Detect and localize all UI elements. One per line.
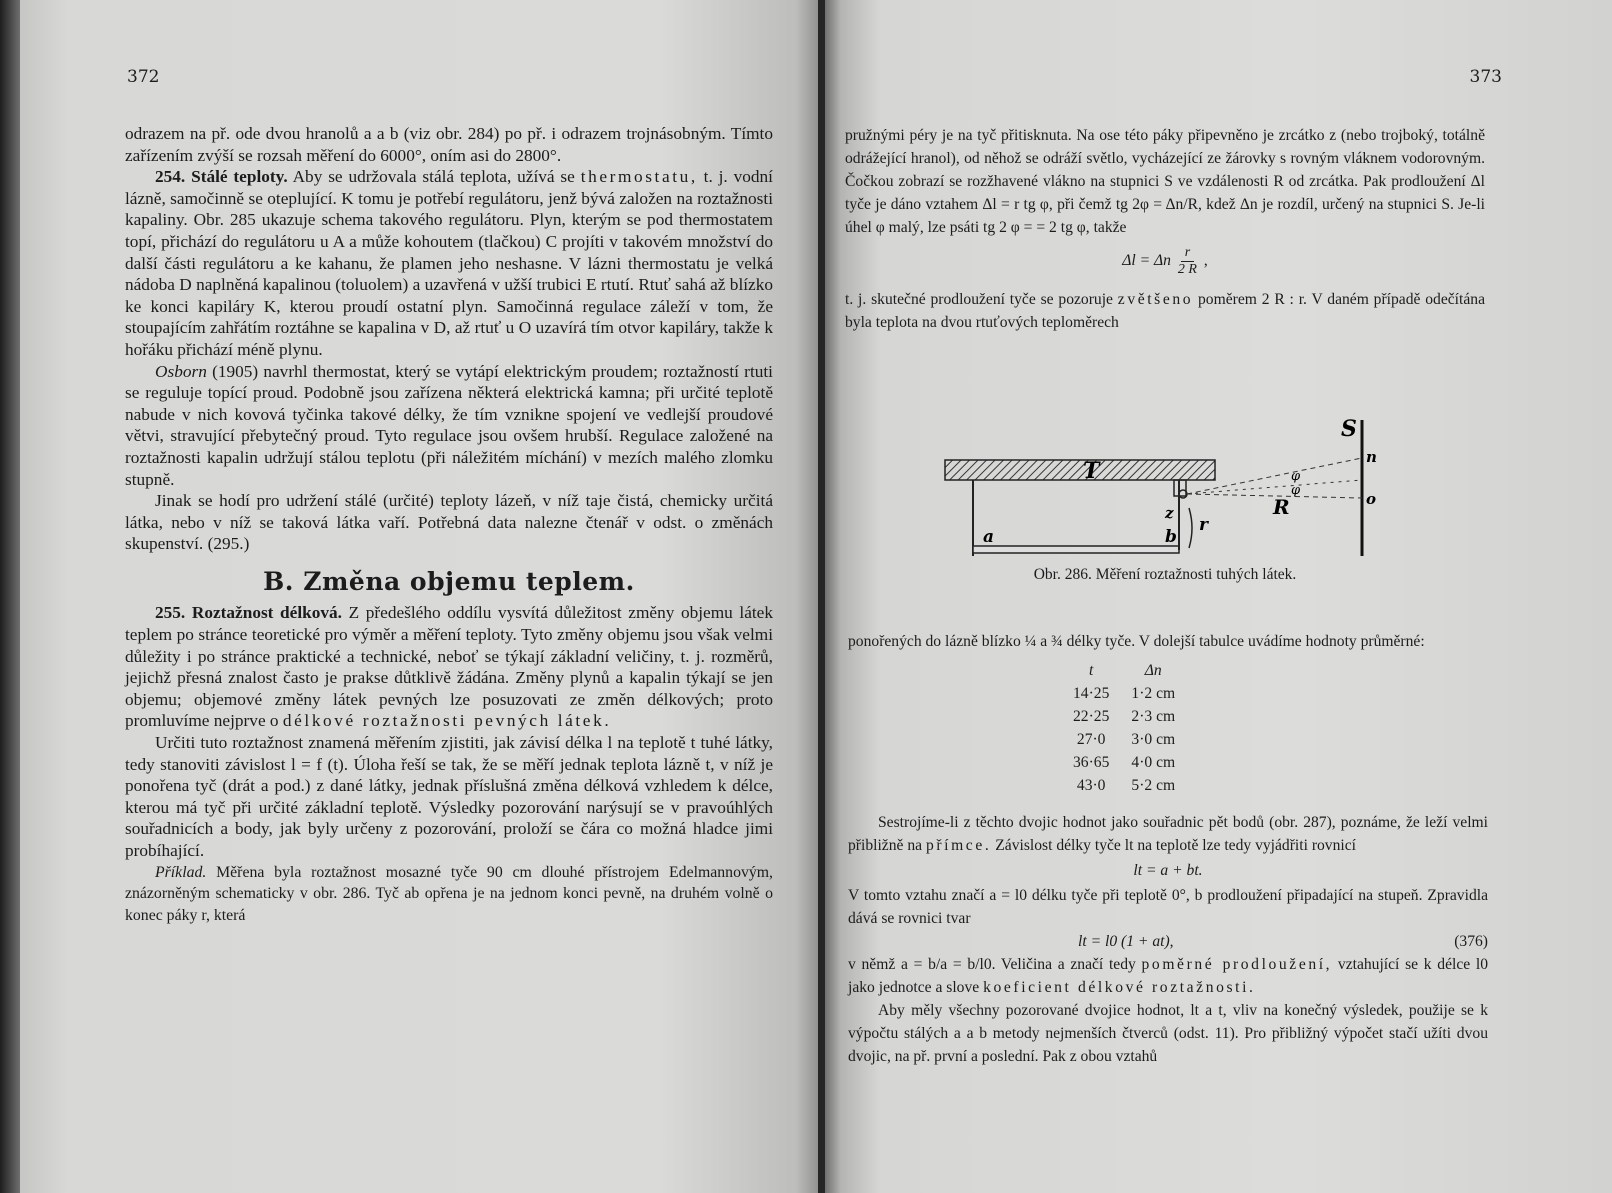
table-row bbox=[1073, 728, 1197, 751]
section-255-paragraph-2: Určiti tuto roztažnost znamená měřením zjistiti, jak závisí délka l na teplotě t tuhé látky, tedy stanoviti závislost l = f (t). Úloha řeší se tak, že se měří jednak teplota lázně t, v níž je ponořena tyč (drát a pod.) z dané látky, jednak příslušná změna délková vzhledem k délce, kterou má tyč při určité základní teplotě. Výsledky pozorování narýsují se v pravoúhlých souřadnicích a body, jak byly určeny z pozorování, proloží se čára co možná hladce jimi probíhající. bbox=[125, 733, 773, 860]
equation-376-line bbox=[848, 930, 1488, 953]
s255-text-a: Z předešlého oddílu vysvítá důležitost změny objemu látek teplem po stránce teoretické pro výměr a měření teploty. Tyto změny objemu jsou však velmi důležity i po stránce praktické a technické, neboť se týkají základní veličiny, t. j. rozměrů, jejichž přesná znalost často je prakse důtklivě žádána. Změny plynů a kapalin týkají se jen objemu; objemové změny látek pevných lze posuzovati ze změn délkových; proto promluvíme nejprve o bbox=[125, 603, 773, 731]
s254-spaced-term: thermostatu, bbox=[580, 167, 698, 187]
label-n: n bbox=[1366, 448, 1377, 466]
label-phi-2: φ bbox=[1291, 483, 1301, 498]
left-page bbox=[20, 0, 820, 1193]
cell-dn: 1·2 cm bbox=[1131, 685, 1176, 702]
figure-286-diagram bbox=[943, 416, 1377, 558]
label-S: S bbox=[1341, 416, 1357, 442]
plot-spaced-term: přímce. bbox=[925, 837, 992, 854]
mid-spaced-term: zvětšeno bbox=[1117, 291, 1194, 308]
eq-numerator: r bbox=[1181, 245, 1194, 262]
example-paragraph bbox=[125, 862, 773, 927]
page-number-right: 373 bbox=[1469, 67, 1502, 87]
s254-p2-text: (1905) navrhl thermostat, který se vytápí elektrickým proudem; roztažností rtuti se reguluje topící proud. Podobně jsou zařízena některá elektrická kamna; při určité teplotě nabude v nich kovová tyčinka takové délky, že tím vznikne spojení ve vedlejší proudové větvi, stravující přebytečný proud. Tyto regulace jsou ovšem hrubší. Regulace založené na roztažnosti kapalin udržují stálou teplotu (při náležitém míchání) v mezích malého zlomku stupně. bbox=[125, 361, 773, 489]
eq-tail: , bbox=[1203, 252, 1208, 270]
s254-text-a: Aby se udržovala stálá teplota, užívá se bbox=[292, 167, 575, 187]
label-T: T bbox=[1083, 458, 1100, 484]
mid-text-b: poměrem 2 R : r. V daném případě odečítána byla teplota na dvou rtuťových teploměrech bbox=[845, 291, 1485, 331]
table-intro-paragraph: ponořených do lázně blízko ¼ a ¾ délky tyče. V dolejší tabulce uvádíme hodnoty průměrné: bbox=[848, 633, 1425, 650]
coef-spaced-1: poměrné prodloužení, bbox=[1141, 956, 1333, 973]
rod-ab bbox=[973, 546, 1179, 553]
label-o: o bbox=[1366, 490, 1377, 508]
coef-text-b: vztahující se k délce l0 jako jednotce a slove bbox=[848, 956, 1489, 996]
equation-376: lt = l0 (1 + at), bbox=[1078, 933, 1174, 950]
s255-spaced-term: délkové roztažnosti pevných látek. bbox=[282, 711, 612, 731]
equation-376-number: (376) bbox=[1454, 933, 1488, 950]
label-R: R bbox=[1273, 495, 1290, 519]
last-paragraph: Aby měly všechny pozorované dvojice hodnot, lt a t, vliv na konečný výsledek, použije se k výpočtu stálých a a b metody nejmenších čtverců (odst. 11). Pro přibližný výpočet stačí užíti dvou dvojic, na př. první a poslední. Pak z obou vztahů bbox=[848, 1002, 1488, 1065]
right-page-text-top bbox=[845, 124, 1485, 334]
section-title-b: B. Změna objemu teplem. bbox=[263, 566, 635, 596]
equation-linear: lt = a + bt. bbox=[1133, 862, 1203, 879]
table-header-t: t bbox=[1089, 662, 1094, 679]
table-header-dn: Δn bbox=[1144, 662, 1162, 679]
ray-normal bbox=[1187, 480, 1362, 494]
cell-dn: 4·0 cm bbox=[1131, 754, 1176, 771]
example-text: Měřena byla roztažnost mosazné tyče 90 cm dlouhé přístrojem Edelmannovým, znázorněným schematicky v obr. 286. Tyč ab opřena je na jednom konci pevně, na druhém volně o konec páky r, která bbox=[125, 863, 774, 924]
section-254-paragraph-2 bbox=[125, 361, 773, 491]
right-top-paragraph: pružnými péry je na tyč přitisknuta. Na ose této páky připevněno je zrcátko z (nebo trojboký, totálně odrážející hranol), od něhož se odráží světlo, vycházející ze žárovky s rovným vláknem vodorovným. Čočkou zobrazí se rozžhavené vlákno na stupnici S ve vzdálenosti R od zrcátka. Pak prodloužení Δl tyče je dáno vztahem Δl = r tg φ, při čemž tg 2φ = Δn/R, kdež Δn je rozdíl, určený na stupnici S. Je-li úhel φ malý, lze psáti tg 2 φ = = 2 tg φ, takže bbox=[845, 127, 1485, 236]
cell-t: 36·65 bbox=[1073, 754, 1110, 771]
table-row bbox=[1073, 682, 1197, 705]
section-255-heading: 255. Roztažnost délková. bbox=[155, 603, 342, 623]
book-edge bbox=[0, 0, 20, 1193]
figure-286-caption: Obr. 286. Měření roztažnosti tuhých látek. bbox=[1033, 566, 1297, 583]
section-255-paragraph-1 bbox=[125, 602, 773, 732]
section-254-paragraph-1 bbox=[125, 166, 773, 360]
right-page-text-bottom bbox=[848, 630, 1488, 1068]
eq-fraction bbox=[1178, 245, 1197, 278]
right-mid-paragraph bbox=[845, 288, 1485, 334]
page-number-left: 372 bbox=[127, 67, 160, 87]
coef-text-a: v němž a = b/a = b/l0. Veličina a značí tedy bbox=[848, 956, 1136, 973]
values-table bbox=[1073, 659, 1197, 797]
example-label: Příklad. bbox=[155, 863, 207, 881]
cell-dn: 2·3 cm bbox=[1131, 708, 1176, 725]
meaning-paragraph: V tomto vztahu značí a = l0 délku tyče při teplotě 0°, b prodloužení připadající na stupeň. Zpravidla dává se rovnici tvar bbox=[848, 887, 1488, 927]
spring bbox=[1189, 508, 1192, 548]
label-r: r bbox=[1199, 515, 1208, 535]
s254-text-b: t. j. vodní lázně, samočinně se oteplující. K tomu je potřebí regulátoru, jenž bývá založen na roztažnosti kapaliny. Obr. 285 ukazuje schema takového regulátoru. Plyn, kterým se pod thermostatem topí, přichází do regulátoru u A a může kohoutem (tlačkou) C projíti v takovém množství do další části regulátoru a ke kahanu, že plamen jeho neshasne. V lázni thermostatu je velká nádoba D naplněná kapalinou (toluolem) a uzavřená v užší trubici E rtutí. Rtuť sahá až blízko ke konci kapiláry K, kterou proudí ostatní plyn. Samočinná regulace záleží v tom, že stoupajícím zahřátím roztáhne se kapalina v D, až rtuť u O uzavírá tím otvor kapiláry, takže k hořáku přichází méně plynu. bbox=[125, 167, 773, 359]
section-254-paragraph-3: Jinak se hodí pro udržení stálé (určité) teploty lázeň, v níž taje čistá, chemicky určitá látka, nebo v níž se taková látka vaří. Potřebná data nalezne čtenář v odst. o změnách skupenství. (295.) bbox=[125, 491, 773, 554]
mid-text-a: t. j. skutečné prodloužení tyče se pozoruje bbox=[845, 291, 1113, 308]
equation-delta-l bbox=[845, 245, 1485, 278]
eq-denominator: 2 R bbox=[1177, 262, 1197, 277]
label-z: z bbox=[1165, 504, 1174, 522]
eq-lhs: Δl = Δn bbox=[1122, 252, 1171, 270]
plot-text-a: Sestrojíme-li z těchto dvojic hodnot jako souřadnic pět bodů (obr. 287), poznáme, že leží velmi přibližně na bbox=[848, 814, 1488, 854]
table-row bbox=[1073, 751, 1197, 774]
cell-t: 43·0 bbox=[1076, 777, 1106, 794]
coef-spaced-2: koeficient délkové roztažnosti. bbox=[983, 979, 1256, 996]
right-page bbox=[825, 0, 1612, 1193]
cell-t: 22·25 bbox=[1073, 708, 1110, 725]
coefficient-paragraph bbox=[848, 953, 1488, 999]
section-254-heading: 254. Stálé teploty. bbox=[155, 167, 288, 187]
table-header-row bbox=[1073, 659, 1197, 682]
left-page-text bbox=[125, 123, 773, 926]
plot-text-b: Závislost délky tyče lt na teplotě lze tedy vyjádřiti rovnicí bbox=[995, 837, 1356, 854]
table-row bbox=[1073, 774, 1197, 797]
label-a: a bbox=[983, 527, 995, 547]
label-b: b bbox=[1165, 527, 1177, 547]
cell-t: 27·0 bbox=[1076, 731, 1106, 748]
table-row bbox=[1073, 705, 1197, 728]
cell-t: 14·25 bbox=[1073, 685, 1110, 702]
intro-paragraph: odrazem na př. ode dvou hranolů a a b (viz obr. 284) po př. i odrazem trojnásobným. Tímto zařízením zvýší se rozsah měření do 6000°, oním asi do 2800°. bbox=[125, 124, 773, 165]
cell-dn: 3·0 cm bbox=[1131, 731, 1176, 748]
plot-paragraph bbox=[848, 811, 1488, 857]
author-osborn: Osborn bbox=[155, 361, 207, 381]
support-beam-T bbox=[945, 460, 1215, 480]
cell-dn: 5·2 cm bbox=[1131, 777, 1176, 794]
label-phi-1: φ bbox=[1291, 469, 1301, 484]
